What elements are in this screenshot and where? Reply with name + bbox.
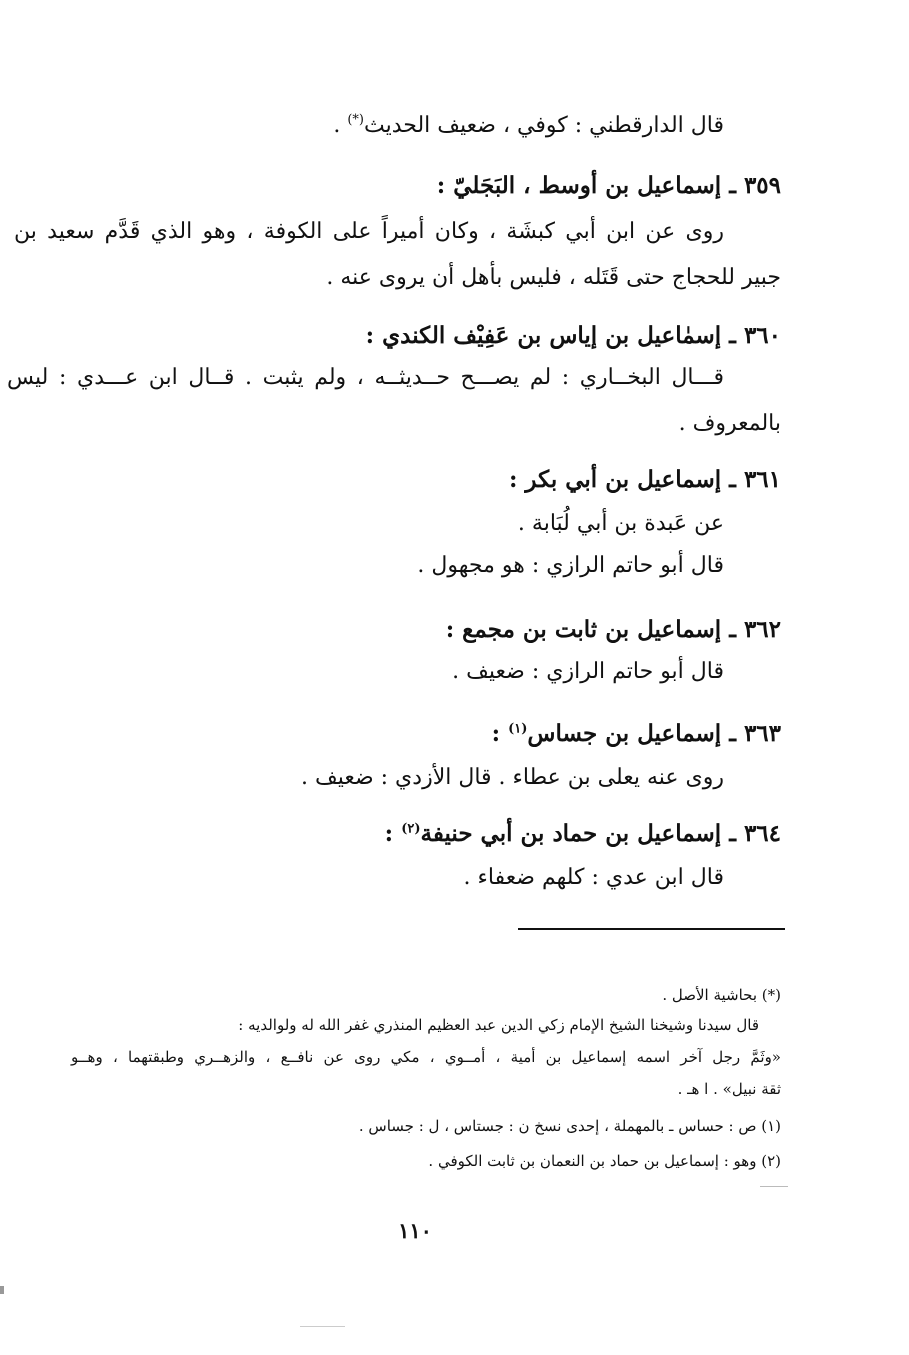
footnote-line: ثقة نبيل» . ا هـ . [677, 1080, 781, 1098]
text-line: روى عن ابن أبي كبشَة ، وكان أميراً على الكوفة ، وهو الذي قَدَّم سعيد بن [14, 219, 724, 244]
footnote-line: (١) ص : حساس ـ بالمهملة ، إحدى نسخ ن : جستاس ، ل : جساس . [358, 1117, 781, 1135]
text-line: قال أبو حاتم الرازي : ضعيف . [452, 659, 724, 684]
footnote-mark: (١) [508, 721, 528, 737]
entry-heading-text: ٣٦٣ ـ إسماعيل بن جساس [527, 720, 781, 747]
footnote-mark: (*) [347, 112, 364, 128]
text-segment: : [384, 820, 394, 847]
entry-heading: ٣٦٠ ـ إسمٰاعيل بن إياس بن عَفِيْف الكندي : [365, 322, 781, 349]
entry-heading: ٣٦٢ ـ إسماعيل بن ثابت بن مجمع : [445, 616, 781, 643]
footnote-separator [518, 928, 785, 930]
entry-heading-text: ٣٦٤ ـ إسماعيل بن حماد بن أبي حنيفة [420, 820, 781, 847]
entry-heading [385, 818, 781, 850]
footnote-line: (٢) وهو : إسماعيل بن حماد بن النعمان بن ثابت الكوفي . [428, 1152, 781, 1170]
footnote-mark: (٢) [401, 821, 421, 837]
scan-mark [760, 1186, 788, 1187]
text-line: بالمعروف . [678, 411, 781, 436]
footnote-line: (*) بحاشية الأصل . [662, 986, 781, 1004]
entry-heading: ٣٦١ ـ إسماعيل بن أبي بكر : [508, 466, 781, 493]
entry-heading: ٣٥٩ ـ إسماعيل بن أوسط ، البَجَليّ : [436, 172, 781, 199]
footnote-line: «وثَمَّ رجل آخر اسمه إسماعيل بن أمية ، أمــوي ، مكي روى عن نافــع ، والزهــري وطبقتهما ، وهــو [71, 1048, 781, 1066]
text-line: روى عنه يعلى بن عطاء . قال الأزدي : ضعيف . [300, 765, 724, 790]
text-segment: قال الدارقطني : كوفي ، ضعيف الحديث [363, 113, 724, 138]
scan-mark [0, 1286, 4, 1294]
page-number: ١١٠ [398, 1218, 432, 1243]
text-line: قـــال البخــاري : لم يصـــح حــديثــه ، ولم يثبت . قــال ابن عـــدي : ليس [7, 365, 724, 390]
text-line: قال أبو حاتم الرازي : هو مجهول . [417, 553, 724, 578]
text-line: قال ابن عدي : كلهم ضعفاء . [463, 865, 724, 890]
scan-mark [300, 1326, 345, 1327]
text-segment: . [333, 113, 341, 138]
entry-heading [492, 718, 781, 750]
text-segment: : [491, 720, 501, 747]
footnote-line: قال سيدنا وشيخنا الشيخ الإمام زكي الدين عبد العظيم المنذري غفر الله له ولوالديه : [238, 1016, 759, 1034]
text-line: جبير للحجاج حتى قَتَله ، فليس بأهل أن يروى عنه . [326, 265, 781, 290]
text-line: عن عَبدة بن أبي لُبَابة . [517, 511, 724, 536]
text-line [333, 110, 724, 142]
